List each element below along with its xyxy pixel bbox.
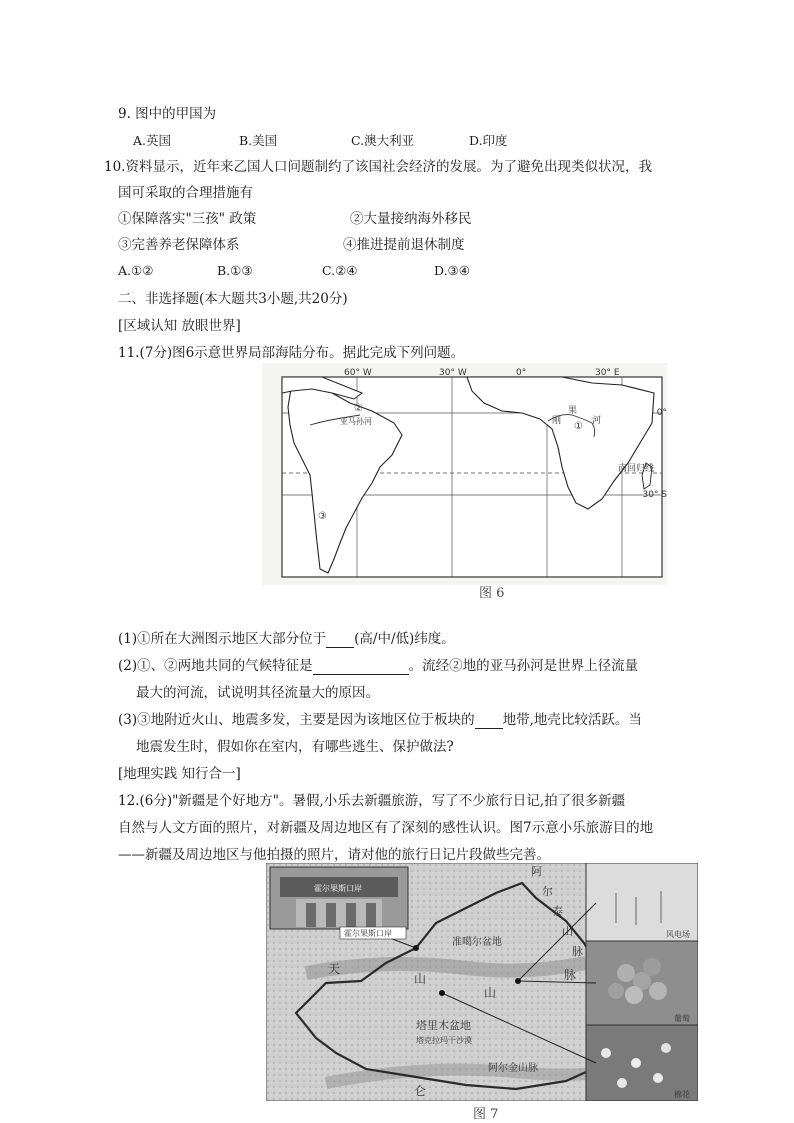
figure-6-caption: 图 6 — [479, 586, 505, 601]
q11-sub3-text-b: 地带,地壳比较活跃。当 — [502, 712, 642, 728]
fig6-marker-3: ③ — [318, 511, 327, 522]
fig7-altai-1: 阿 — [531, 865, 542, 878]
fig7-mai: 脉 — [564, 968, 577, 982]
q11-sub2-text-b: 。流经②地的亚马孙河是世界上径流量 — [408, 658, 639, 674]
q11-sub3-line2: 地震发生时，假如你在室内，有哪些逃生、保护做法? — [136, 739, 454, 755]
q9-option-b: B.美国 — [239, 133, 278, 148]
q9-option-a: A.英国 — [133, 133, 172, 148]
q11-sub1-blank[interactable] — [326, 633, 354, 648]
q10-choice-3: ③完善养老保障体系 — [118, 237, 240, 253]
fig6-amazon-label: 亚马孙河 — [340, 417, 372, 426]
q10-option-d: D.③④ — [434, 263, 470, 278]
q10-choice-1: ①保障落实"三孩" 政策 — [118, 211, 257, 227]
q11-sub1-text-b: (高/中/低)纬度。 — [354, 631, 455, 647]
q11-sub2-text-a: (2)①、②两地共同的气候特征是 — [118, 658, 313, 674]
fig7-shan: 山 — [414, 972, 427, 986]
fig7-port-sign: 霍尔果斯口岸 — [314, 884, 362, 893]
q12-line2: 自然与人文方面的照片，对新疆及周边地区有了深刻的感性认识。图7示意小乐旅游目的地 — [118, 820, 654, 836]
fig7-altun: 阿尔金山脉 — [488, 1063, 538, 1074]
fig6-lat-0: 0° — [656, 408, 667, 418]
q10-stem-line1: 10.资料显示，近年来乙国人口问题制约了该国社会经济的发展。为了避免出现类似状况，我 — [104, 159, 652, 175]
fig6-tropic-label: 南回归线 — [618, 464, 655, 474]
q11-sub3 — [118, 711, 642, 729]
fig7-tarim: 塔里木盆地 — [416, 1019, 471, 1032]
fig6-lon-0: 0° — [516, 368, 527, 378]
q9-option-d: D.印度 — [469, 133, 508, 148]
fig6-lat-30s: 30° S — [642, 490, 667, 500]
fig7-altai-3: 泰 — [552, 905, 563, 918]
q9-stem: 9. 图中的甲国为 — [118, 106, 217, 122]
fig6-lon-30e: 30° E — [595, 368, 620, 378]
q10-option-a: A.①② — [118, 263, 154, 278]
fig6-congo-2: 果 — [568, 406, 578, 416]
q9-option-c: C.澳大利亚 — [351, 133, 415, 148]
fig6-marker-1: ① — [574, 421, 583, 432]
fig7-taklamakan: 塔克拉玛干沙漠 — [416, 1036, 472, 1045]
fig7-altai-4: 山 — [562, 925, 573, 938]
q11-sub3-text-a: (3)③地附近火山、地震多发，主要是因为该地区位于板块的 — [118, 712, 475, 728]
fig7-junggar: 准噶尔盆地 — [452, 937, 502, 948]
q11-sub3-blank[interactable] — [475, 714, 503, 729]
q10-choice-2: ②大量接纳海外移民 — [350, 211, 472, 227]
fig6-congo-3: 河 — [592, 416, 602, 426]
fig7-altai-2: 尔 — [542, 885, 553, 898]
q12-line1: 12.(6分)"新疆是个好地方"。暑假,小乐去新疆旅游，写了不少旅行日记,拍了很多新疆 — [118, 793, 626, 809]
figure-7-svg — [266, 863, 698, 1101]
q11-sub2-line2: 最大的河流，试说明其径流量大的原因。 — [136, 685, 379, 701]
fig7-windfarm: 风电场 — [666, 930, 690, 939]
section2-title: 二、非选择题(本大题共3小题,共20分) — [118, 291, 348, 307]
figure-7-caption: 图 7 — [473, 1107, 499, 1122]
fig7-cotton: 棉花 — [674, 1090, 690, 1099]
q10-stem-line2: 国可采取的合理措施有 — [118, 185, 253, 201]
figure-6-svg — [262, 363, 667, 585]
q11-stem: 11.(7分)图6示意世界局部海陆分布。据此完成下列问题。 — [118, 345, 465, 361]
q10-choice-4: ④推进提前退休制度 — [343, 237, 465, 253]
fig7-port-label: 霍尔果斯口岸 — [344, 929, 392, 938]
fig7-tian: 天 — [328, 962, 341, 976]
fig6-marker-2: ② — [354, 403, 363, 414]
q11-sub1-text-a: (1)①所在大洲图示地区大部分位于 — [118, 631, 327, 647]
q11-sub1 — [118, 630, 455, 648]
q10-option-b: B.①③ — [217, 263, 253, 278]
section2-tag2: [地理实践 知行合一] — [118, 766, 241, 782]
figure-7-map — [266, 863, 698, 1101]
fig7-shan2: 山 — [484, 986, 497, 1000]
fig7-kun: 仑 — [414, 1084, 427, 1098]
q12-line3: ——新疆及周边地区与他拍摄的照片，请对他的旅行日记片段做些完善。 — [118, 847, 550, 863]
fig7-grapes: 葡萄 — [674, 1014, 690, 1023]
section2-tag1: [区域认知 放眼世界] — [118, 318, 241, 334]
fig7-altai-5: 脉 — [572, 945, 583, 958]
figure-6-map — [262, 363, 667, 585]
fig6-congo-1: 刚 — [552, 416, 562, 426]
q10-option-c: C.②④ — [322, 263, 358, 278]
q11-sub2-blank[interactable] — [313, 660, 409, 675]
fig6-lon-30w: 30° W — [439, 368, 467, 378]
q11-sub2 — [118, 657, 638, 675]
fig6-lon-60w: 60° W — [344, 368, 372, 378]
